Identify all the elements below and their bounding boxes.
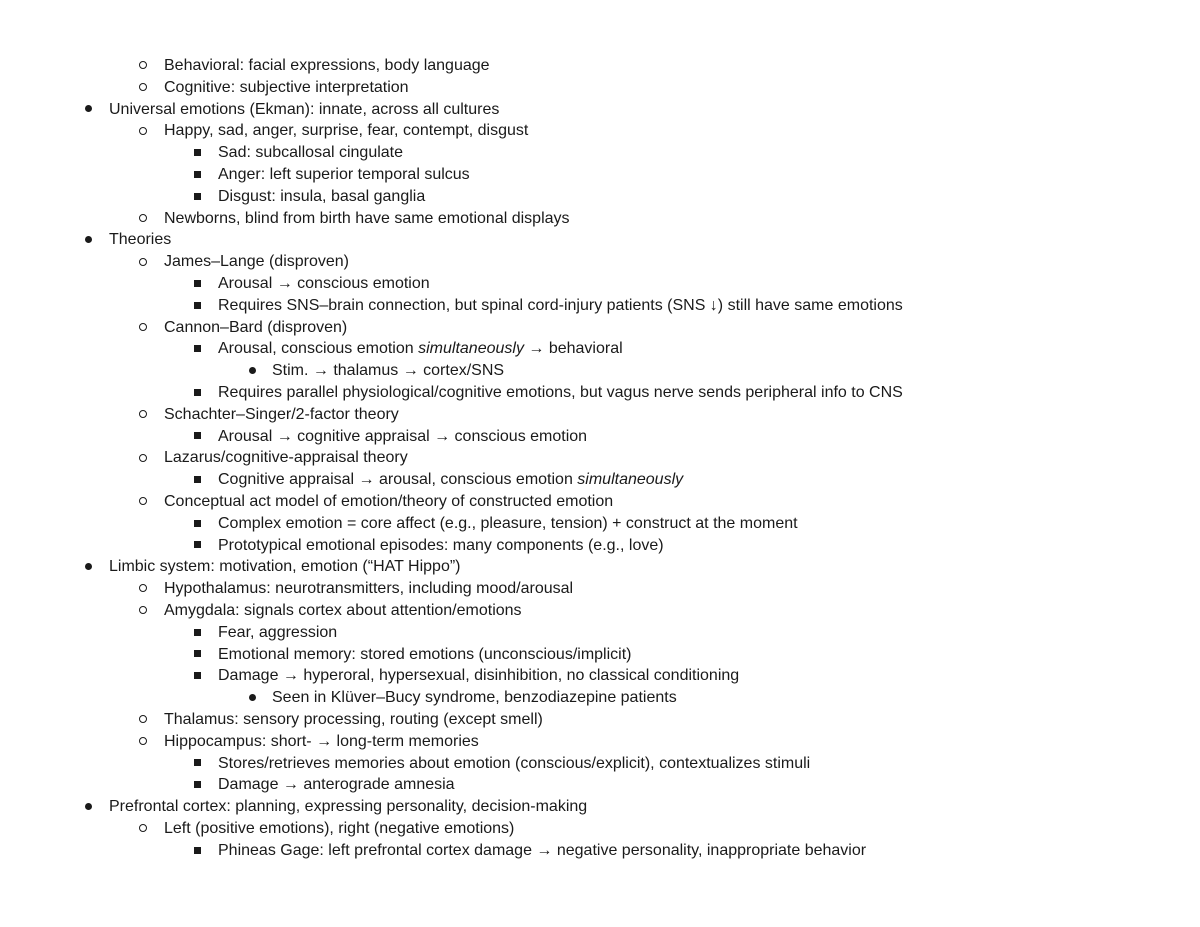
square-bullet-icon xyxy=(190,644,204,666)
outline-item xyxy=(0,142,1200,164)
outline-item xyxy=(0,513,1200,535)
outline-item-text: Damage → anterograde amnesia xyxy=(218,776,455,794)
square-bullet-icon xyxy=(190,426,204,448)
outline-item-text-segment: Arousal, conscious emotion xyxy=(218,340,419,358)
outline-item-text xyxy=(218,469,683,491)
disc-bullet-icon xyxy=(245,687,259,709)
circle-bullet-icon xyxy=(136,491,150,513)
outline-item-text: Lazarus/cognitive-appraisal theory xyxy=(164,449,408,467)
square-bullet-icon xyxy=(190,382,204,404)
square-bullet-icon xyxy=(190,469,204,491)
outline-item xyxy=(0,796,1200,818)
outline-item xyxy=(0,208,1200,230)
circle-bullet-icon xyxy=(136,404,150,426)
outline-item-text: Behavioral: facial expressions, body language xyxy=(164,57,490,74)
outline-item xyxy=(0,840,1200,862)
circle-bullet-icon xyxy=(136,317,150,339)
outline-item xyxy=(0,186,1200,208)
outline-item-text: Prototypical emotional episodes: many components (e.g., love) xyxy=(218,536,664,554)
outline-item xyxy=(0,55,1200,77)
circle-bullet-icon xyxy=(136,55,150,77)
outline-item-text: Prefrontal cortex: planning, expressing personality, decision-making xyxy=(109,798,588,816)
circle-bullet-icon xyxy=(136,120,150,142)
outline-item xyxy=(0,273,1200,295)
square-bullet-icon xyxy=(190,535,204,557)
outline-item xyxy=(0,687,1200,709)
square-bullet-icon xyxy=(190,622,204,644)
outline-item-text: Arousal → conscious emotion xyxy=(218,274,430,292)
disc-bullet-icon xyxy=(81,229,95,251)
outline-item xyxy=(0,447,1200,469)
outline-item-text-segment: → behavioral xyxy=(523,340,623,358)
circle-bullet-icon xyxy=(136,818,150,840)
outline-item xyxy=(0,164,1200,186)
outline-item-text: Sad: subcallosal cingulate xyxy=(218,144,404,162)
outline-item-text: Emotional memory: stored emotions (unconscious/implicit) xyxy=(218,645,632,663)
outline-item-text: Fear, aggression xyxy=(218,623,338,641)
outline-item xyxy=(0,578,1200,600)
outline-item xyxy=(0,382,1200,404)
square-bullet-icon xyxy=(190,753,204,775)
outline-item-text: Happy, sad, anger, surprise, fear, contempt, disgust xyxy=(164,122,529,140)
outline-item-text: Schachter–Singer/2-factor theory xyxy=(164,405,399,423)
outline-item-text: Stores/retrieves memories about emotion (conscious/explicit), contextualizes stimuli xyxy=(218,754,811,772)
outline-item-text: Complex emotion = core affect (e.g., pleasure, tension) + construct at the moment xyxy=(218,514,798,532)
outline-item xyxy=(0,295,1200,317)
outline-item-text: Limbic system: motivation, emotion (“HAT Hippo”) xyxy=(109,558,461,576)
outline-item xyxy=(0,644,1200,666)
outline-item-emphasis: simultaneously xyxy=(577,471,684,489)
outline-item-text: Stim. → thalamus → cortex/SNS xyxy=(272,362,505,380)
square-bullet-icon xyxy=(190,186,204,208)
outline-item-text: Hypothalamus: neurotransmitters, including mood/arousal xyxy=(164,580,574,598)
outline-item-text: Anger: left superior temporal sulcus xyxy=(218,165,470,183)
outline-item xyxy=(0,404,1200,426)
disc-bullet-icon xyxy=(81,99,95,121)
outline-item-text: James–Lange (disproven) xyxy=(164,253,349,271)
outline-item-text: Arousal → cognitive appraisal → conscious emotion xyxy=(218,427,588,445)
square-bullet-icon xyxy=(190,840,204,862)
square-bullet-icon xyxy=(190,774,204,796)
outline-item-text: Requires SNS–brain connection, but spinal cord-injury patients (SNS ↓) still have same emotions xyxy=(218,296,903,314)
outline-item xyxy=(0,120,1200,142)
circle-bullet-icon xyxy=(136,578,150,600)
outline-item xyxy=(0,556,1200,578)
outline-item xyxy=(0,665,1200,687)
circle-bullet-icon xyxy=(136,731,150,753)
outline-item-text: Left (positive emotions), right (negative emotions) xyxy=(164,819,515,837)
circle-bullet-icon xyxy=(136,251,150,273)
outline-item-text: Requires parallel physiological/cognitive emotions, but vagus nerve sends peripheral info to CNS xyxy=(218,383,903,401)
outline-item xyxy=(0,251,1200,273)
outline-item xyxy=(0,818,1200,840)
outline-item xyxy=(0,77,1200,99)
outline-item-text: Theories xyxy=(109,231,172,249)
outline-item-text: Hippocampus: short- → long-term memories xyxy=(164,732,479,750)
square-bullet-icon xyxy=(190,142,204,164)
outline-item-text xyxy=(218,338,623,360)
square-bullet-icon xyxy=(190,665,204,687)
outline-item xyxy=(0,491,1200,513)
outline-item-text: Newborns, blind from birth have same emotional displays xyxy=(164,209,570,227)
outline-item-text: Phineas Gage: left prefrontal cortex damage → negative personality, inappropriate behavior xyxy=(218,841,867,859)
notes-outline xyxy=(0,55,1200,861)
outline-item xyxy=(0,731,1200,753)
disc-bullet-icon xyxy=(81,796,95,818)
outline-item xyxy=(0,774,1200,796)
circle-bullet-icon xyxy=(136,208,150,230)
outline-item-text: Amygdala: signals cortex about attention/emotions xyxy=(164,601,522,619)
square-bullet-icon xyxy=(190,513,204,535)
disc-bullet-icon xyxy=(81,556,95,578)
outline-item-text-segment: Cognitive appraisal → arousal, conscious emotion xyxy=(218,471,578,489)
outline-item xyxy=(0,709,1200,731)
outline-item xyxy=(0,317,1200,339)
outline-item xyxy=(0,600,1200,622)
outline-item-text: Cognitive: subjective interpretation xyxy=(164,78,409,96)
outline-item xyxy=(0,99,1200,121)
outline-item xyxy=(0,338,1200,360)
disc-bullet-icon xyxy=(245,360,259,382)
outline-item-text: Seen in Klüver–Bucy syndrome, benzodiazepine patients xyxy=(272,689,677,707)
outline-item xyxy=(0,426,1200,448)
outline-item-text: Conceptual act model of emotion/theory of constructed emotion xyxy=(164,492,614,510)
circle-bullet-icon xyxy=(136,600,150,622)
circle-bullet-icon xyxy=(136,77,150,99)
outline-item xyxy=(0,535,1200,557)
outline-item-text: Universal emotions (Ekman): innate, across all cultures xyxy=(109,100,500,118)
outline-item xyxy=(0,753,1200,775)
outline-item xyxy=(0,360,1200,382)
outline-item xyxy=(0,469,1200,491)
square-bullet-icon xyxy=(190,273,204,295)
outline-item-emphasis: simultaneously xyxy=(418,340,524,358)
circle-bullet-icon xyxy=(136,709,150,731)
square-bullet-icon xyxy=(190,164,204,186)
outline-item-text: Cannon–Bard (disproven) xyxy=(164,318,348,336)
outline-item-text: Disgust: insula, basal ganglia xyxy=(218,187,426,205)
outline-item-text: Damage → hyperoral, hypersexual, disinhibition, no classical conditioning xyxy=(218,667,740,685)
circle-bullet-icon xyxy=(136,447,150,469)
outline-item xyxy=(0,229,1200,251)
square-bullet-icon xyxy=(190,295,204,317)
outline-item-text: Thalamus: sensory processing, routing (except smell) xyxy=(164,710,543,728)
square-bullet-icon xyxy=(190,338,204,360)
outline-item xyxy=(0,622,1200,644)
